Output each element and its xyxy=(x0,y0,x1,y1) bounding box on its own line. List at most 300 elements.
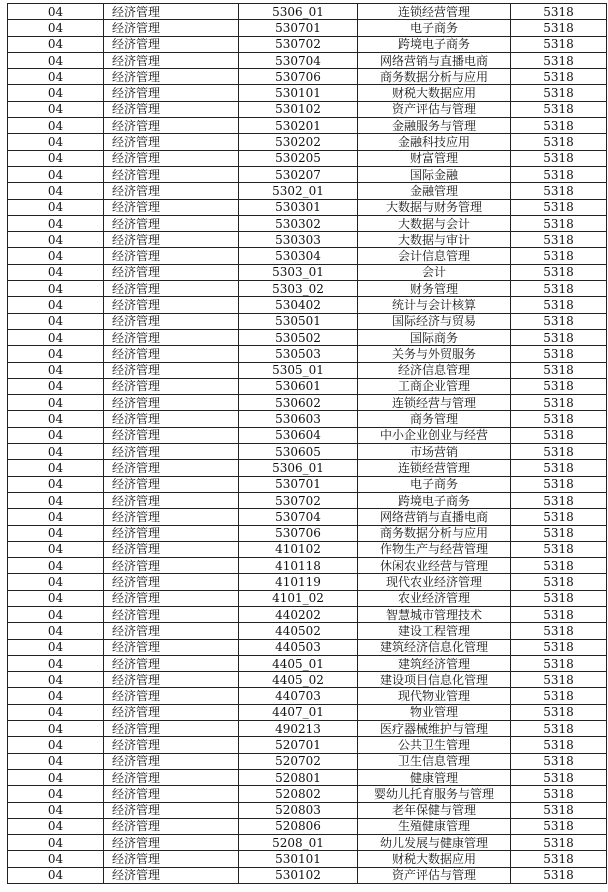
major-code-cell: 530704 xyxy=(239,509,358,525)
table-row xyxy=(8,101,607,117)
major-name-cell: 农业经济管理 xyxy=(358,590,511,606)
table-row xyxy=(8,232,607,248)
table-row xyxy=(8,786,607,802)
group-code-cell: 5318 xyxy=(511,460,607,476)
category-name-cell: 经济管理 xyxy=(104,329,239,345)
major-name-cell: 现代物业管理 xyxy=(358,688,511,704)
major-code-table xyxy=(7,3,607,884)
category-code-cell: 04 xyxy=(8,36,104,52)
category-name-cell: 经济管理 xyxy=(104,606,239,622)
group-code-cell: 5318 xyxy=(511,688,607,704)
major-code-cell: 530202 xyxy=(239,134,358,150)
table-row xyxy=(8,297,607,313)
group-code-cell: 5318 xyxy=(511,851,607,867)
major-name-cell: 健康管理 xyxy=(358,769,511,785)
major-name-cell: 幼儿发展与健康管理 xyxy=(358,835,511,851)
major-name-cell: 中小企业创业与经营 xyxy=(358,427,511,443)
group-code-cell: 5318 xyxy=(511,313,607,329)
group-code-cell: 5318 xyxy=(511,134,607,150)
category-code-cell: 04 xyxy=(8,362,104,378)
major-code-cell: 530304 xyxy=(239,248,358,264)
category-name-cell: 经济管理 xyxy=(104,737,239,753)
group-code-cell: 5318 xyxy=(511,297,607,313)
table-row xyxy=(8,525,607,541)
category-code-cell: 04 xyxy=(8,753,104,769)
major-name-cell: 国际商务 xyxy=(358,329,511,345)
major-name-cell: 电子商务 xyxy=(358,20,511,36)
major-name-cell: 财富管理 xyxy=(358,150,511,166)
table-row xyxy=(8,688,607,704)
group-code-cell: 5318 xyxy=(511,606,607,622)
group-code-cell: 5318 xyxy=(511,118,607,134)
major-name-cell: 物业管理 xyxy=(358,704,511,720)
category-name-cell: 经济管理 xyxy=(104,427,239,443)
major-name-cell: 工商企业管理 xyxy=(358,378,511,394)
major-code-cell: 530603 xyxy=(239,411,358,427)
major-code-cell: 530205 xyxy=(239,150,358,166)
table-row xyxy=(8,85,607,101)
major-name-cell: 大数据与会计 xyxy=(358,215,511,231)
major-code-cell: 530704 xyxy=(239,52,358,68)
major-code-cell: 520802 xyxy=(239,786,358,802)
major-name-cell: 金融服务与管理 xyxy=(358,118,511,134)
table-row xyxy=(8,134,607,150)
group-code-cell: 5318 xyxy=(511,264,607,280)
category-name-cell: 经济管理 xyxy=(104,346,239,362)
major-name-cell: 经济信息管理 xyxy=(358,362,511,378)
table-row xyxy=(8,867,607,883)
category-code-cell: 04 xyxy=(8,606,104,622)
major-code-cell: 4407_01 xyxy=(239,704,358,720)
table-row xyxy=(8,346,607,362)
major-code-cell: 530201 xyxy=(239,118,358,134)
group-code-cell: 5318 xyxy=(511,623,607,639)
group-code-cell: 5318 xyxy=(511,574,607,590)
group-code-cell: 5318 xyxy=(511,101,607,117)
table-row xyxy=(8,248,607,264)
major-name-cell: 建设项目信息化管理 xyxy=(358,672,511,688)
category-code-cell: 04 xyxy=(8,297,104,313)
group-code-cell: 5318 xyxy=(511,150,607,166)
table-row xyxy=(8,590,607,606)
major-code-cell: 520806 xyxy=(239,818,358,834)
major-code-cell: 5306_01 xyxy=(239,460,358,476)
table-row xyxy=(8,281,607,297)
group-code-cell: 5318 xyxy=(511,769,607,785)
major-name-cell: 金融管理 xyxy=(358,183,511,199)
major-name-cell: 国际经济与贸易 xyxy=(358,313,511,329)
major-code-cell: 530302 xyxy=(239,215,358,231)
group-code-cell: 5318 xyxy=(511,329,607,345)
major-code-cell: 530101 xyxy=(239,85,358,101)
category-name-cell: 经济管理 xyxy=(104,313,239,329)
major-code-cell: 4405_01 xyxy=(239,655,358,671)
table-row xyxy=(8,150,607,166)
table-row xyxy=(8,541,607,557)
group-code-cell: 5318 xyxy=(511,232,607,248)
major-name-cell: 连锁经营管理 xyxy=(358,4,511,20)
group-code-cell: 5318 xyxy=(511,639,607,655)
category-code-cell: 04 xyxy=(8,85,104,101)
major-code-cell: 520803 xyxy=(239,802,358,818)
major-name-cell: 关务与外贸服务 xyxy=(358,346,511,362)
category-code-cell: 04 xyxy=(8,313,104,329)
major-name-cell: 建筑经济管理 xyxy=(358,655,511,671)
category-code-cell: 04 xyxy=(8,525,104,541)
category-name-cell: 经济管理 xyxy=(104,411,239,427)
major-name-cell: 网络营销与直播电商 xyxy=(358,509,511,525)
category-name-cell: 经济管理 xyxy=(104,492,239,508)
major-code-cell: 530102 xyxy=(239,101,358,117)
major-code-cell: 5306_01 xyxy=(239,4,358,20)
major-code-cell: 530207 xyxy=(239,166,358,182)
major-code-cell: 520801 xyxy=(239,769,358,785)
group-code-cell: 5318 xyxy=(511,69,607,85)
group-code-cell: 5318 xyxy=(511,215,607,231)
major-name-cell: 资产评估与管理 xyxy=(358,101,511,117)
category-name-cell: 经济管理 xyxy=(104,623,239,639)
table-row xyxy=(8,851,607,867)
major-code-cell: 530101 xyxy=(239,851,358,867)
table-row xyxy=(8,183,607,199)
category-code-cell: 04 xyxy=(8,492,104,508)
major-name-cell: 国际金融 xyxy=(358,166,511,182)
category-name-cell: 经济管理 xyxy=(104,150,239,166)
category-code-cell: 04 xyxy=(8,623,104,639)
table-row xyxy=(8,492,607,508)
category-name-cell: 经济管理 xyxy=(104,590,239,606)
major-name-cell: 资产评估与管理 xyxy=(358,867,511,883)
major-code-cell: 530701 xyxy=(239,476,358,492)
category-code-cell: 04 xyxy=(8,69,104,85)
category-name-cell: 经济管理 xyxy=(104,215,239,231)
table-row xyxy=(8,199,607,215)
category-code-cell: 04 xyxy=(8,786,104,802)
category-name-cell: 经济管理 xyxy=(104,460,239,476)
category-name-cell: 经济管理 xyxy=(104,134,239,150)
group-code-cell: 5318 xyxy=(511,346,607,362)
major-code-cell: 440503 xyxy=(239,639,358,655)
table-row xyxy=(8,574,607,590)
category-name-cell: 经济管理 xyxy=(104,118,239,134)
major-name-cell: 统计与会计核算 xyxy=(358,297,511,313)
group-code-cell: 5318 xyxy=(511,362,607,378)
major-code-cell: 5302_01 xyxy=(239,183,358,199)
category-name-cell: 经济管理 xyxy=(104,541,239,557)
category-name-cell: 经济管理 xyxy=(104,704,239,720)
table-row xyxy=(8,835,607,851)
category-code-cell: 04 xyxy=(8,672,104,688)
group-code-cell: 5318 xyxy=(511,36,607,52)
group-code-cell: 5318 xyxy=(511,281,607,297)
major-name-cell: 建筑经济信息化管理 xyxy=(358,639,511,655)
major-code-cell: 520702 xyxy=(239,753,358,769)
major-code-cell: 530503 xyxy=(239,346,358,362)
category-code-cell: 04 xyxy=(8,835,104,851)
group-code-cell: 5318 xyxy=(511,427,607,443)
category-code-cell: 04 xyxy=(8,4,104,20)
major-code-cell: 530301 xyxy=(239,199,358,215)
major-name-cell: 会计 xyxy=(358,264,511,280)
table-row xyxy=(8,52,607,68)
category-name-cell: 经济管理 xyxy=(104,769,239,785)
category-name-cell: 经济管理 xyxy=(104,851,239,867)
category-name-cell: 经济管理 xyxy=(104,509,239,525)
group-code-cell: 5318 xyxy=(511,753,607,769)
group-code-cell: 5318 xyxy=(511,672,607,688)
group-code-cell: 5318 xyxy=(511,85,607,101)
group-code-cell: 5318 xyxy=(511,721,607,737)
category-name-cell: 经济管理 xyxy=(104,786,239,802)
major-code-cell: 5303_01 xyxy=(239,264,358,280)
category-name-cell: 经济管理 xyxy=(104,85,239,101)
table-row xyxy=(8,329,607,345)
category-name-cell: 经济管理 xyxy=(104,753,239,769)
category-name-cell: 经济管理 xyxy=(104,4,239,20)
major-name-cell: 现代农业经济管理 xyxy=(358,574,511,590)
major-name-cell: 大数据与财务管理 xyxy=(358,199,511,215)
major-name-cell: 网络营销与直播电商 xyxy=(358,52,511,68)
major-name-cell: 医疗器械维护与管理 xyxy=(358,721,511,737)
major-code-cell: 530701 xyxy=(239,20,358,36)
group-code-cell: 5318 xyxy=(511,525,607,541)
major-name-cell: 跨境电子商务 xyxy=(358,36,511,52)
table-row xyxy=(8,639,607,655)
major-name-cell: 商务数据分析与应用 xyxy=(358,69,511,85)
category-name-cell: 经济管理 xyxy=(104,199,239,215)
group-code-cell: 5318 xyxy=(511,704,607,720)
table-row xyxy=(8,623,607,639)
group-code-cell: 5318 xyxy=(511,4,607,20)
category-name-cell: 经济管理 xyxy=(104,183,239,199)
major-code-cell: 440703 xyxy=(239,688,358,704)
major-code-cell: 5208_01 xyxy=(239,835,358,851)
category-name-cell: 经济管理 xyxy=(104,867,239,883)
major-name-cell: 作物生产与经营管理 xyxy=(358,541,511,557)
category-name-cell: 经济管理 xyxy=(104,802,239,818)
table-row xyxy=(8,672,607,688)
major-code-cell: 530102 xyxy=(239,867,358,883)
category-code-cell: 04 xyxy=(8,395,104,411)
major-name-cell: 商务管理 xyxy=(358,411,511,427)
category-name-cell: 经济管理 xyxy=(104,20,239,36)
category-code-cell: 04 xyxy=(8,411,104,427)
major-name-cell: 老年保健与管理 xyxy=(358,802,511,818)
category-name-cell: 经济管理 xyxy=(104,69,239,85)
category-code-cell: 04 xyxy=(8,118,104,134)
group-code-cell: 5318 xyxy=(511,183,607,199)
category-code-cell: 04 xyxy=(8,427,104,443)
table-row xyxy=(8,69,607,85)
category-code-cell: 04 xyxy=(8,166,104,182)
major-code-cell: 530604 xyxy=(239,427,358,443)
category-code-cell: 04 xyxy=(8,688,104,704)
major-name-cell: 电子商务 xyxy=(358,476,511,492)
category-name-cell: 经济管理 xyxy=(104,101,239,117)
table-row xyxy=(8,362,607,378)
category-code-cell: 04 xyxy=(8,329,104,345)
group-code-cell: 5318 xyxy=(511,590,607,606)
category-name-cell: 经济管理 xyxy=(104,444,239,460)
major-name-cell: 公共卫生管理 xyxy=(358,737,511,753)
group-code-cell: 5318 xyxy=(511,199,607,215)
category-name-cell: 经济管理 xyxy=(104,574,239,590)
major-name-cell: 大数据与审计 xyxy=(358,232,511,248)
major-code-cell: 530303 xyxy=(239,232,358,248)
category-code-cell: 04 xyxy=(8,20,104,36)
group-code-cell: 5318 xyxy=(511,655,607,671)
category-name-cell: 经济管理 xyxy=(104,378,239,394)
table-row xyxy=(8,378,607,394)
group-code-cell: 5318 xyxy=(511,248,607,264)
category-code-cell: 04 xyxy=(8,101,104,117)
group-code-cell: 5318 xyxy=(511,867,607,883)
major-code-cell: 440202 xyxy=(239,606,358,622)
group-code-cell: 5318 xyxy=(511,541,607,557)
category-code-cell: 04 xyxy=(8,460,104,476)
category-code-cell: 04 xyxy=(8,574,104,590)
major-code-cell: 4101_02 xyxy=(239,590,358,606)
group-code-cell: 5318 xyxy=(511,509,607,525)
major-code-cell: 530601 xyxy=(239,378,358,394)
major-name-cell: 建设工程管理 xyxy=(358,623,511,639)
category-name-cell: 经济管理 xyxy=(104,818,239,834)
table-row xyxy=(8,802,607,818)
major-name-cell: 卫生信息管理 xyxy=(358,753,511,769)
category-code-cell: 04 xyxy=(8,444,104,460)
category-code-cell: 04 xyxy=(8,590,104,606)
major-code-cell: 530702 xyxy=(239,492,358,508)
table-row xyxy=(8,721,607,737)
group-code-cell: 5318 xyxy=(511,802,607,818)
category-name-cell: 经济管理 xyxy=(104,166,239,182)
major-name-cell: 连锁经营管理 xyxy=(358,460,511,476)
category-name-cell: 经济管理 xyxy=(104,395,239,411)
major-code-cell: 530501 xyxy=(239,313,358,329)
major-code-cell: 410102 xyxy=(239,541,358,557)
table-row xyxy=(8,215,607,231)
category-code-cell: 04 xyxy=(8,281,104,297)
major-code-cell: 530702 xyxy=(239,36,358,52)
category-name-cell: 经济管理 xyxy=(104,639,239,655)
table-row xyxy=(8,20,607,36)
table-row xyxy=(8,769,607,785)
group-code-cell: 5318 xyxy=(511,476,607,492)
category-code-cell: 04 xyxy=(8,199,104,215)
group-code-cell: 5318 xyxy=(511,52,607,68)
major-code-cell: 490213 xyxy=(239,721,358,737)
category-code-cell: 04 xyxy=(8,704,104,720)
major-name-cell: 智慧城市管理技术 xyxy=(358,606,511,622)
table-row xyxy=(8,264,607,280)
category-code-cell: 04 xyxy=(8,737,104,753)
table-row xyxy=(8,36,607,52)
category-code-cell: 04 xyxy=(8,215,104,231)
major-name-cell: 生殖健康管理 xyxy=(358,818,511,834)
major-name-cell: 婴幼儿托育服务与管理 xyxy=(358,786,511,802)
group-code-cell: 5318 xyxy=(511,395,607,411)
major-code-cell: 4405_02 xyxy=(239,672,358,688)
group-code-cell: 5318 xyxy=(511,558,607,574)
major-code-cell: 410119 xyxy=(239,574,358,590)
category-code-cell: 04 xyxy=(8,769,104,785)
category-name-cell: 经济管理 xyxy=(104,655,239,671)
category-code-cell: 04 xyxy=(8,134,104,150)
major-name-cell: 财税大数据应用 xyxy=(358,85,511,101)
major-name-cell: 休闲农业经营与管理 xyxy=(358,558,511,574)
table-body xyxy=(8,4,607,884)
category-code-cell: 04 xyxy=(8,264,104,280)
category-name-cell: 经济管理 xyxy=(104,36,239,52)
table-row xyxy=(8,476,607,492)
major-name-cell: 金融科技应用 xyxy=(358,134,511,150)
major-code-cell: 5305_01 xyxy=(239,362,358,378)
category-code-cell: 04 xyxy=(8,655,104,671)
group-code-cell: 5318 xyxy=(511,492,607,508)
major-code-cell: 530502 xyxy=(239,329,358,345)
major-code-cell: 530706 xyxy=(239,69,358,85)
table-row xyxy=(8,655,607,671)
category-code-cell: 04 xyxy=(8,509,104,525)
major-code-cell: 530602 xyxy=(239,395,358,411)
table-row xyxy=(8,753,607,769)
major-code-cell: 530706 xyxy=(239,525,358,541)
group-code-cell: 5318 xyxy=(511,411,607,427)
category-name-cell: 经济管理 xyxy=(104,688,239,704)
group-code-cell: 5318 xyxy=(511,378,607,394)
category-name-cell: 经济管理 xyxy=(104,558,239,574)
major-code-cell: 410118 xyxy=(239,558,358,574)
category-name-cell: 经济管理 xyxy=(104,362,239,378)
group-code-cell: 5318 xyxy=(511,444,607,460)
major-name-cell: 商务数据分析与应用 xyxy=(358,525,511,541)
category-code-cell: 04 xyxy=(8,867,104,883)
major-name-cell: 市场营销 xyxy=(358,444,511,460)
major-code-cell: 530605 xyxy=(239,444,358,460)
category-code-cell: 04 xyxy=(8,541,104,557)
category-name-cell: 经济管理 xyxy=(104,232,239,248)
table-row xyxy=(8,313,607,329)
table-row xyxy=(8,737,607,753)
group-code-cell: 5318 xyxy=(511,835,607,851)
group-code-cell: 5318 xyxy=(511,786,607,802)
major-code-cell: 520701 xyxy=(239,737,358,753)
major-name-cell: 会计信息管理 xyxy=(358,248,511,264)
category-name-cell: 经济管理 xyxy=(104,721,239,737)
table-row xyxy=(8,606,607,622)
group-code-cell: 5318 xyxy=(511,818,607,834)
table-row xyxy=(8,395,607,411)
category-code-cell: 04 xyxy=(8,232,104,248)
category-code-cell: 04 xyxy=(8,346,104,362)
table-row xyxy=(8,411,607,427)
group-code-cell: 5318 xyxy=(511,166,607,182)
category-code-cell: 04 xyxy=(8,721,104,737)
category-code-cell: 04 xyxy=(8,476,104,492)
table-row xyxy=(8,460,607,476)
major-name-cell: 财务管理 xyxy=(358,281,511,297)
category-code-cell: 04 xyxy=(8,818,104,834)
major-name-cell: 财税大数据应用 xyxy=(358,851,511,867)
group-code-cell: 5318 xyxy=(511,737,607,753)
category-code-cell: 04 xyxy=(8,183,104,199)
major-name-cell: 跨境电子商务 xyxy=(358,492,511,508)
category-code-cell: 04 xyxy=(8,150,104,166)
table-row xyxy=(8,444,607,460)
category-name-cell: 经济管理 xyxy=(104,835,239,851)
table-row xyxy=(8,509,607,525)
table-row xyxy=(8,704,607,720)
